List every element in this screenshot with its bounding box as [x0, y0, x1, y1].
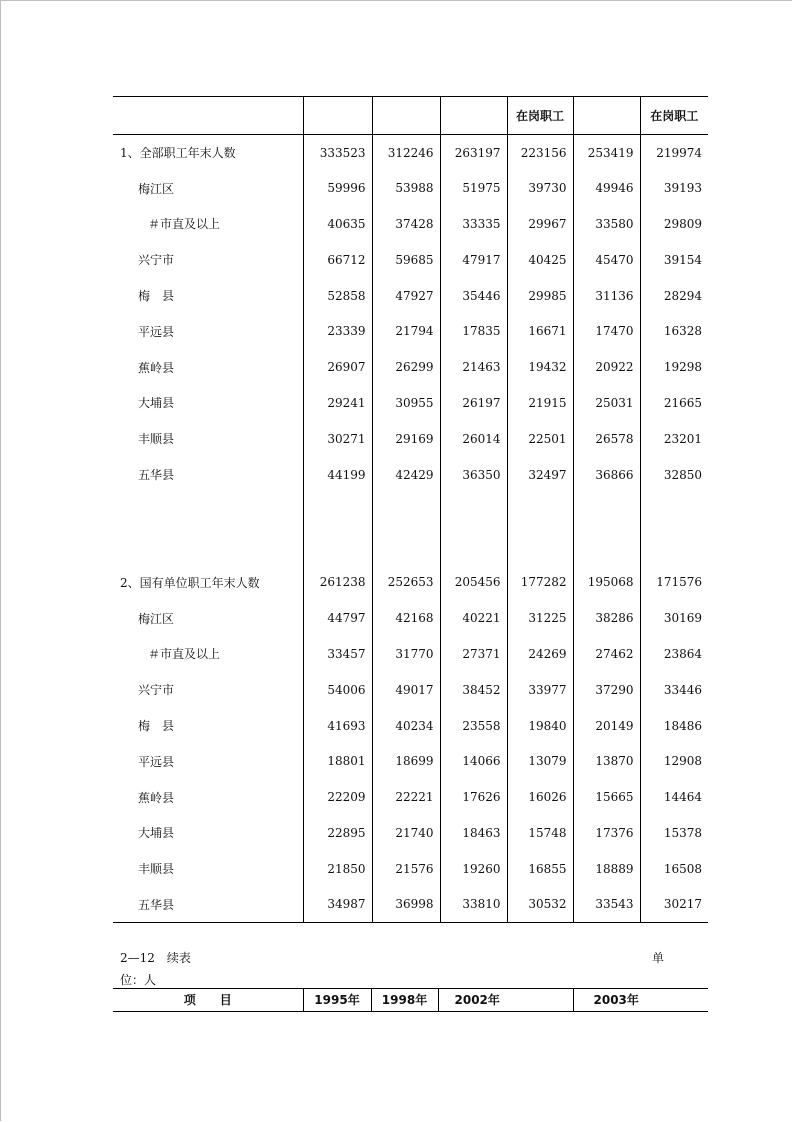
spacer-cell	[573, 528, 640, 564]
value-cell: 14464	[640, 779, 708, 815]
value-cell: 36350	[440, 457, 507, 493]
spacer-cell	[303, 528, 372, 564]
value-cell: 177282	[507, 564, 573, 600]
spacer-cell	[113, 528, 303, 564]
unit-label-part2: 位：人	[120, 973, 157, 987]
value-cell: 312246	[372, 135, 440, 171]
continued-header-row	[113, 989, 708, 1012]
row-label: 1、全部职工年末人数	[120, 146, 236, 161]
header-cell-1	[303, 97, 372, 135]
header-cell-item	[113, 97, 303, 135]
value-cell: 26907	[303, 349, 372, 385]
row-label: 兴宁市	[138, 683, 175, 698]
table-row	[113, 385, 708, 421]
value-cell: 53988	[372, 170, 440, 206]
value-cell: 39193	[640, 170, 708, 206]
row-label: 蕉岭县	[138, 790, 175, 805]
value-cell: 59996	[303, 170, 372, 206]
value-cell: 36866	[573, 457, 640, 493]
spacer-cell	[372, 528, 440, 564]
value-cell: 30217	[640, 887, 708, 923]
value-cell: 17626	[440, 779, 507, 815]
row-label: 丰顺县	[138, 432, 175, 447]
header-row	[113, 97, 708, 135]
value-cell: 29809	[640, 206, 708, 242]
header-cell-4: 在岗职工	[507, 97, 573, 135]
value-cell: 39730	[507, 170, 573, 206]
value-cell: 16671	[507, 313, 573, 349]
value-cell: 26299	[372, 349, 440, 385]
row-label: 兴宁市	[138, 253, 175, 268]
spacer-row	[113, 528, 708, 564]
value-cell: 17835	[440, 313, 507, 349]
value-cell: 19298	[640, 349, 708, 385]
value-cell: 21665	[640, 385, 708, 421]
header-cell-6: 在岗职工	[640, 97, 708, 135]
value-cell: 45470	[573, 242, 640, 278]
value-cell: 40221	[440, 600, 507, 636]
spacer-cell	[372, 492, 440, 528]
value-cell: 31225	[507, 600, 573, 636]
value-cell: 223156	[507, 135, 573, 171]
table-row	[113, 170, 708, 206]
value-cell: 16026	[507, 779, 573, 815]
value-cell: 20149	[573, 708, 640, 744]
table-row	[113, 457, 708, 493]
row-label: 梅 县	[138, 719, 175, 734]
value-cell: 32850	[640, 457, 708, 493]
value-cell: 59685	[372, 242, 440, 278]
value-cell: 33977	[507, 672, 573, 708]
value-cell: 40425	[507, 242, 573, 278]
value-cell: 13079	[507, 743, 573, 779]
value-cell: 16328	[640, 313, 708, 349]
section-total-row	[113, 564, 708, 600]
value-cell: 18889	[573, 851, 640, 887]
value-cell: 33457	[303, 636, 372, 672]
value-cell: 22221	[372, 779, 440, 815]
continued-table-header	[113, 988, 708, 1012]
header-cell-2	[372, 97, 440, 135]
value-cell: 52858	[303, 278, 372, 314]
employment-table	[113, 96, 708, 923]
row-label: 大埔县	[138, 396, 175, 411]
value-cell: 171576	[640, 564, 708, 600]
value-cell: 205456	[440, 564, 507, 600]
value-cell: 31770	[372, 636, 440, 672]
value-cell: 54006	[303, 672, 372, 708]
value-cell: 18699	[372, 743, 440, 779]
value-cell: 41693	[303, 708, 372, 744]
value-cell: 30955	[372, 385, 440, 421]
row-label: 五华县	[113, 887, 303, 923]
spacer-cell	[640, 492, 708, 528]
value-cell: 21740	[372, 815, 440, 851]
header-year-2003: 2003年	[573, 989, 708, 1012]
value-cell: 42429	[372, 457, 440, 493]
value-cell: 29985	[507, 278, 573, 314]
unit-label-part1: 单	[652, 951, 665, 965]
value-cell: 261238	[303, 564, 372, 600]
table-row	[113, 815, 708, 851]
value-cell: 14066	[440, 743, 507, 779]
value-cell: 34987	[303, 887, 372, 923]
row-label: 梅江区	[138, 611, 175, 626]
value-cell: 18463	[440, 815, 507, 851]
value-cell: 29967	[507, 206, 573, 242]
value-cell: 29169	[372, 421, 440, 457]
value-cell: 33543	[573, 887, 640, 923]
row-label: 丰顺县	[138, 862, 175, 877]
value-cell: 13870	[573, 743, 640, 779]
value-cell: 24269	[507, 636, 573, 672]
table-row	[113, 421, 708, 457]
spacer-cell	[303, 492, 372, 528]
spacer-cell	[640, 528, 708, 564]
header-year-1998: 1998年	[371, 989, 438, 1012]
value-cell: 18801	[303, 743, 372, 779]
value-cell: 22209	[303, 779, 372, 815]
value-cell: 26197	[440, 385, 507, 421]
table-row	[113, 743, 708, 779]
table-row	[113, 349, 708, 385]
value-cell: 23864	[640, 636, 708, 672]
value-cell: 16855	[507, 851, 573, 887]
value-cell: 195068	[573, 564, 640, 600]
spacer-cell	[507, 528, 573, 564]
value-cell: 21915	[507, 385, 573, 421]
header-item: 项 目	[113, 989, 303, 1012]
row-label: 蕉岭县	[138, 360, 175, 375]
header-cell-3	[440, 97, 507, 135]
row-label: 平远县	[138, 754, 175, 769]
value-cell: 33446	[640, 672, 708, 708]
value-cell: 66712	[303, 242, 372, 278]
table-row	[113, 600, 708, 636]
value-cell: 23558	[440, 708, 507, 744]
value-cell: 333523	[303, 135, 372, 171]
value-cell: 15665	[573, 779, 640, 815]
value-cell: 33335	[440, 206, 507, 242]
table-row	[113, 278, 708, 314]
value-cell: 40234	[372, 708, 440, 744]
value-cell: 21794	[372, 313, 440, 349]
row-label: 梅 县	[138, 289, 175, 304]
value-cell: 263197	[440, 135, 507, 171]
table-row	[113, 672, 708, 708]
value-cell: 12908	[640, 743, 708, 779]
value-cell: 37428	[372, 206, 440, 242]
header-cell-5	[573, 97, 640, 135]
value-cell: 31136	[573, 278, 640, 314]
header-year-2002: 2002年	[438, 989, 573, 1012]
value-cell: 33580	[573, 206, 640, 242]
value-cell: 19840	[507, 708, 573, 744]
value-cell: 17376	[573, 815, 640, 851]
value-cell: 36998	[372, 887, 440, 923]
value-cell: 44797	[303, 600, 372, 636]
table-caption: 2—12 续表	[120, 951, 191, 965]
value-cell: 16508	[640, 851, 708, 887]
value-cell: 27462	[573, 636, 640, 672]
table-row	[113, 779, 708, 815]
table-body	[113, 135, 708, 923]
value-cell: 37290	[573, 672, 640, 708]
value-cell: 20922	[573, 349, 640, 385]
value-cell: 38452	[440, 672, 507, 708]
spacer-cell	[440, 528, 507, 564]
value-cell: 18486	[640, 708, 708, 744]
value-cell: 15378	[640, 815, 708, 851]
header-year-1995: 1995年	[303, 989, 371, 1012]
value-cell: 253419	[573, 135, 640, 171]
table-row	[113, 851, 708, 887]
value-cell: 39154	[640, 242, 708, 278]
value-cell: 47927	[372, 278, 440, 314]
spacer-cell	[507, 492, 573, 528]
value-cell: 29241	[303, 385, 372, 421]
table-row	[113, 242, 708, 278]
value-cell: 40635	[303, 206, 372, 242]
value-cell: 49017	[372, 672, 440, 708]
value-cell: 42168	[372, 600, 440, 636]
value-cell: 219974	[640, 135, 708, 171]
value-cell: 23339	[303, 313, 372, 349]
value-cell: 47917	[440, 242, 507, 278]
value-cell: 19260	[440, 851, 507, 887]
value-cell: 30271	[303, 421, 372, 457]
spacer-cell	[440, 492, 507, 528]
value-cell: 17470	[573, 313, 640, 349]
value-cell: 15748	[507, 815, 573, 851]
spacer-cell	[573, 492, 640, 528]
value-cell: 51975	[440, 170, 507, 206]
row-label: 大埔县	[138, 826, 175, 841]
row-label: 五华县	[138, 468, 175, 483]
value-cell: 21463	[440, 349, 507, 385]
value-cell: 22501	[507, 421, 573, 457]
spacer-row	[113, 492, 708, 528]
table-row	[113, 313, 708, 349]
table-row	[113, 887, 708, 923]
value-cell: 32497	[507, 457, 573, 493]
value-cell: 21850	[303, 851, 372, 887]
value-cell: 21576	[372, 851, 440, 887]
value-cell: 19432	[507, 349, 573, 385]
value-cell: 38286	[573, 600, 640, 636]
value-cell: 30169	[640, 600, 708, 636]
value-cell: 23201	[640, 421, 708, 457]
value-cell: 33810	[440, 887, 507, 923]
table-row	[113, 206, 708, 242]
value-cell: 26578	[573, 421, 640, 457]
row-label: ＃市直及以上	[148, 217, 221, 232]
row-label: ＃市直及以上	[148, 647, 221, 662]
value-cell: 35446	[440, 278, 507, 314]
row-label: 平远县	[138, 324, 175, 339]
value-cell: 28294	[640, 278, 708, 314]
section-total-row	[113, 135, 708, 171]
value-cell: 44199	[303, 457, 372, 493]
value-cell: 25031	[573, 385, 640, 421]
spacer-cell	[113, 492, 303, 528]
value-cell: 49946	[573, 170, 640, 206]
value-cell: 252653	[372, 564, 440, 600]
value-cell: 30532	[507, 887, 573, 923]
row-label: 梅江区	[138, 181, 175, 196]
table-row	[113, 708, 708, 744]
row-label: 2、国有单位职工年末人数	[120, 575, 260, 590]
table-row	[113, 636, 708, 672]
value-cell: 26014	[440, 421, 507, 457]
value-cell: 22895	[303, 815, 372, 851]
value-cell: 27371	[440, 636, 507, 672]
